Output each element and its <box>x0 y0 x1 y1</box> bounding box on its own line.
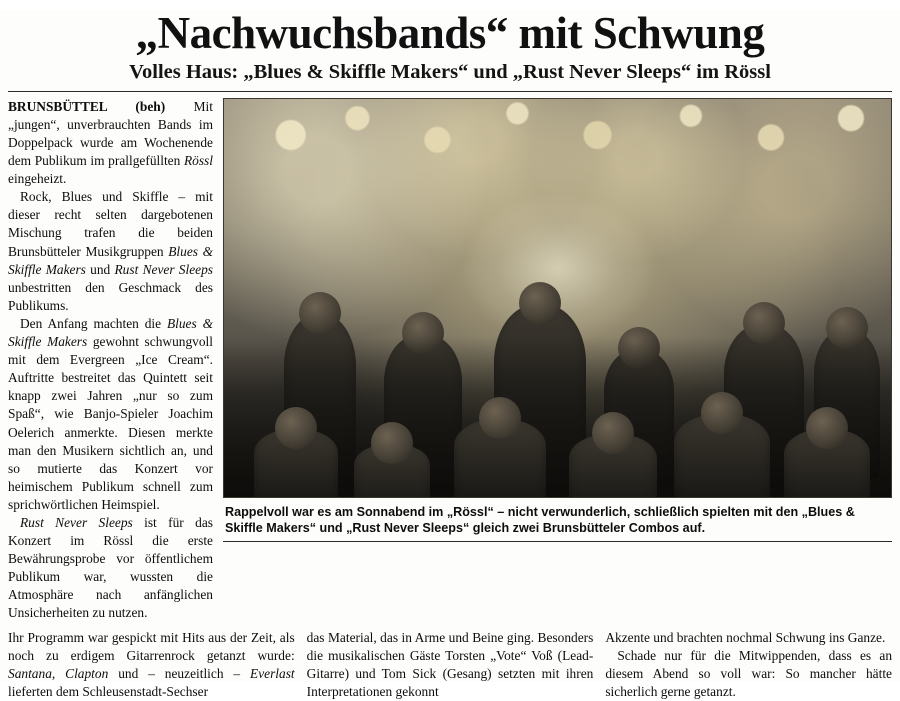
photo-caption: Rappelvoll war es am Sonnabend im „Rössl“ – nicht verwunderlich, schließlich spielten mit den „Blues & Skiffle Makers“ und „Rust Never Sleeps“ gleich zwei Brunsbütteler Combos auf. <box>223 498 892 542</box>
paragraph-3: Rust Never Sleeps ist für das Konzert im Rössl die erste Bewährungsprobe vor öffentlichem Publikum war, wussten die Atmosphäre nach anfänglichen Unsicherheiten zu nutzen. <box>8 514 213 621</box>
audience-head-2 <box>354 444 430 498</box>
audience-head-5 <box>674 414 770 498</box>
newspaper-article-page <box>0 8 900 699</box>
lead-paragraph: BRUNSBÜTTEL (beh) Mit „jungen“, unverbrauchten Bands im Doppelpack wurde am Wochenende dem Publikum im prallgefüllten Rössl eingeheizt. <box>8 98 213 187</box>
bottom-col-3-text-1: Akzente und brachten nochmal Schwung ins Ganze. <box>605 629 886 645</box>
bottom-column-2 <box>307 629 594 701</box>
photo-column <box>223 98 892 548</box>
header-divider <box>8 91 892 92</box>
venue-name: Rössl <box>183 153 213 169</box>
bottom-col-2-text: das Material, das in Arme und Beine ging. Besonders die musikalischen Gäste Torsten „Vote“ Voß (Lead-Gitarre) und Tom Sick (Gesang) setzten mit ihren Interpretationen gekonnt <box>306 629 594 699</box>
left-text-column <box>8 98 213 623</box>
bottom-columns <box>8 629 892 701</box>
audience-head-4 <box>569 434 657 498</box>
subheadline: Volles Haus: „Blues & Skiffle Makers“ und „Rust Never Sleeps“ im Rössl <box>129 61 771 84</box>
paragraph-2: Den Anfang machten die Blues & Skiffle Makers gewohnt schwungvoll mit dem Evergreen „Ice Cream“. Auftritte bestreitet das Quintett seit knapp zwei Jahren „nur so zum Spaß“, wie Banjo-Spieler Joachim Oelerich anmerkte. Diesen merkte man den Musikern sichtlich an, und so mutierte das Konzert vor heimischem Publikum schnell zum sprichwörtlichen Heimspiel. <box>8 315 213 512</box>
bottom-column-1 <box>8 629 295 701</box>
audience-head-1 <box>254 429 338 498</box>
dateline: BRUNSBÜTTEL (beh) <box>8 98 166 114</box>
audience-head-3 <box>454 419 546 498</box>
bottom-col-3-text-2: Schade nur für die Mitwippenden, dass es an diesem Abend so voll war: So mancher hätte sicherlich gerne getanzt. <box>605 647 893 699</box>
concert-photo <box>223 98 892 498</box>
bottom-col-1-text: Ihr Programm war gespickt mit Hits aus der Zeit, als noch zu erdigem Gitarrenrock getanzt wurde: Santana, Clapton und – neuzeitlich – Everlast lieferten dem Schleusenstadt-Sechser <box>8 629 295 699</box>
paragraph-1: Rock, Blues und Skiffle – mit dieser recht selten dargebotenen Mischung trafen die beiden Brunsbütteler Musikgruppen Blues & Skiffle Makers und Rust Never Sleeps unbestritten den Geschmack des Publikums. <box>8 189 214 313</box>
article-body <box>8 98 892 623</box>
audience-head-6 <box>784 429 870 498</box>
page-title: „Nachwuchsbands“ mit Schwung <box>135 8 765 58</box>
bottom-column-3 <box>605 629 892 701</box>
